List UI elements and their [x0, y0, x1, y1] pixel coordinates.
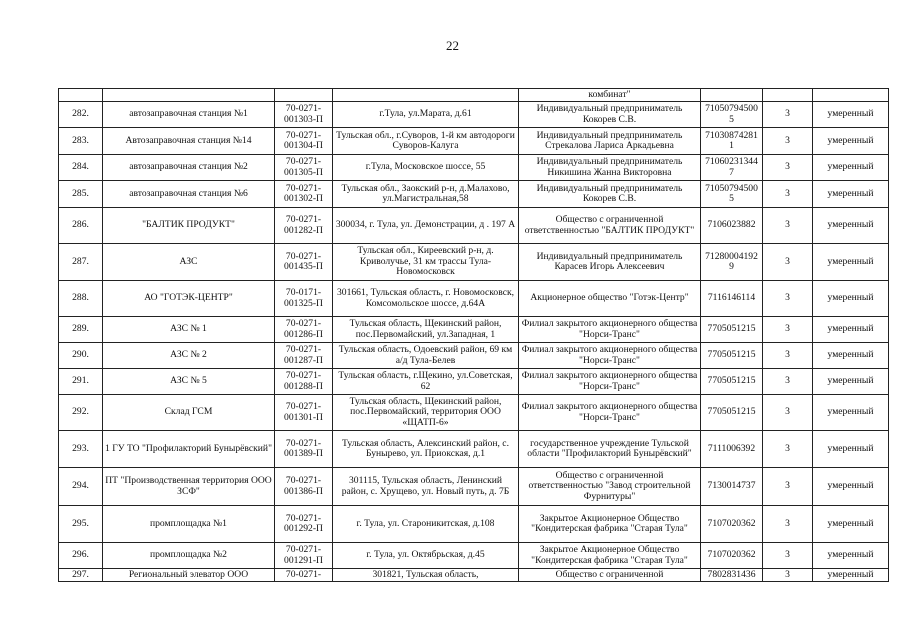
- table-row: [59, 317, 889, 343]
- cell-address: Тульская область, Одоевский район, 69 км а/д Тула-Белев: [333, 343, 519, 369]
- cell-owner: Общество с ограниченной ответственностью "БАЛТИК ПРОДУКТ": [519, 208, 701, 244]
- cell-risk: умеренный: [813, 569, 889, 582]
- page-number: 22: [446, 38, 459, 53]
- cell-object-name: АЗС: [103, 244, 275, 281]
- cell-address: Тульская обл., Киреевский р-н, д. Криволучье, 31 км трассы Тула-Новомосковск: [333, 244, 519, 281]
- cell-address: 300034, г. Тула, ул. Демонстрации, д . 197 А: [333, 208, 519, 244]
- cell-object-code: 70-0171-001325-П: [275, 281, 333, 317]
- cell-address: Тульская область, Щекинский район, пос.Первомайский, территория ООО «ЩАТП-6»: [333, 395, 519, 431]
- cell-category: 3: [763, 208, 813, 244]
- cell-owner: Закрытое Акционерное Общество "Кондитерская фабрика "Старая Тула": [519, 506, 701, 543]
- cell-inn: 710507945005: [701, 102, 763, 128]
- table-row: [59, 543, 889, 569]
- cell-object-name: АЗС № 5: [103, 369, 275, 395]
- cell-risk: умеренный: [813, 317, 889, 343]
- cell-category: 3: [763, 431, 813, 468]
- cell-object-name: ПТ "Производственная территория ООО ЗСФ": [103, 468, 275, 506]
- cell-risk: умеренный: [813, 369, 889, 395]
- cell-owner: Индивидуальный предприниматель Стрекалова Лариса Аркадьевна: [519, 128, 701, 155]
- cell-category: 3: [763, 181, 813, 208]
- cell-address: 301661, Тульская область, г. Новомосковск, Комсомольское шоссе, д.64А: [333, 281, 519, 317]
- cell-owner: Индивидуальный предприниматель Никишина Жанна Викторовна: [519, 155, 701, 181]
- table-body: [59, 89, 889, 582]
- cell-category: 3: [763, 543, 813, 569]
- registry-table: [58, 88, 889, 582]
- cell-number: 294.: [59, 468, 103, 506]
- table-row: [59, 128, 889, 155]
- cell-owner: Индивидуальный предприниматель Карасев Игорь Алексеевич: [519, 244, 701, 281]
- cell-number: 293.: [59, 431, 103, 468]
- cell-number: 296.: [59, 543, 103, 569]
- table-row: [59, 343, 889, 369]
- cell-risk: умеренный: [813, 102, 889, 128]
- cell-category: 3: [763, 506, 813, 543]
- cell-object-name: "БАЛТИК ПРОДУКТ": [103, 208, 275, 244]
- cell-address: г.Тула, Московское шоссе, 55: [333, 155, 519, 181]
- cell-object-code: 70-0271-001389-П: [275, 431, 333, 468]
- cell-inn: 7107020362: [701, 543, 763, 569]
- cell-inn: 7106023882: [701, 208, 763, 244]
- cell-risk: умеренный: [813, 208, 889, 244]
- table-row: [59, 155, 889, 181]
- cell-inn: 7705051215: [701, 395, 763, 431]
- cell-category: 3: [763, 102, 813, 128]
- cell-number: 284.: [59, 155, 103, 181]
- cell-object-code: 70-0271-001303-П: [275, 102, 333, 128]
- cell-owner: Индивидуальный предприниматель Кокорев С.В.: [519, 181, 701, 208]
- cell-object-code: 70-0271-001301-П: [275, 395, 333, 431]
- cell-address: [333, 89, 519, 102]
- cell-category: 3: [763, 569, 813, 582]
- table-row: [59, 569, 889, 582]
- cell-object-name: [103, 89, 275, 102]
- cell-object-name: автозаправочная станция №2: [103, 155, 275, 181]
- cell-address: Тульская обл., г.Суворов, 1-й км автодороги Суворов-Калуга: [333, 128, 519, 155]
- cell-object-name: Региональный элеватор ООО: [103, 569, 275, 582]
- cell-number: 282.: [59, 102, 103, 128]
- table-row: [59, 431, 889, 468]
- cell-risk: умеренный: [813, 543, 889, 569]
- cell-inn: 7705051215: [701, 369, 763, 395]
- cell-inn: 7116146114: [701, 281, 763, 317]
- cell-object-code: 70-0271-: [275, 569, 333, 582]
- cell-owner: комбинат": [519, 89, 701, 102]
- table-row: [59, 468, 889, 506]
- cell-object-code: 70-0271-001287-П: [275, 343, 333, 369]
- cell-inn: 7705051215: [701, 343, 763, 369]
- cell-number: 292.: [59, 395, 103, 431]
- cell-risk: умеренный: [813, 181, 889, 208]
- cell-owner: Филиал закрытого акционерного общества "Норси-Транс": [519, 395, 701, 431]
- table-row: [59, 208, 889, 244]
- cell-category: 3: [763, 128, 813, 155]
- table-row-continuation: [59, 89, 889, 102]
- cell-object-name: АЗС № 1: [103, 317, 275, 343]
- cell-inn: 7802831436: [701, 569, 763, 582]
- cell-number: 295.: [59, 506, 103, 543]
- cell-number: 287.: [59, 244, 103, 281]
- cell-address: г. Тула, ул. Октябрьская, д.45: [333, 543, 519, 569]
- cell-number: 291.: [59, 369, 103, 395]
- cell-object-code: 70-0271-001286-П: [275, 317, 333, 343]
- cell-object-code: 70-0271-001291-П: [275, 543, 333, 569]
- cell-category: 3: [763, 281, 813, 317]
- cell-object-name: промплощадка №1: [103, 506, 275, 543]
- cell-object-code: [275, 89, 333, 102]
- table-row: [59, 281, 889, 317]
- cell-owner: Закрытое Акционерное Общество "Кондитерская фабрика "Старая Тула": [519, 543, 701, 569]
- cell-category: 3: [763, 468, 813, 506]
- cell-owner: Индивидуальный предприниматель Кокорев С.В.: [519, 102, 701, 128]
- cell-number: 285.: [59, 181, 103, 208]
- cell-object-name: АО "ГОТЭК-ЦЕНТР": [103, 281, 275, 317]
- cell-owner: Филиал закрытого акционерного общества "Норси-Транс": [519, 369, 701, 395]
- cell-inn: 712800041929: [701, 244, 763, 281]
- cell-number: 286.: [59, 208, 103, 244]
- cell-inn: 710602313447: [701, 155, 763, 181]
- cell-category: [763, 89, 813, 102]
- cell-number: 289.: [59, 317, 103, 343]
- cell-category: 3: [763, 244, 813, 281]
- table-row: [59, 369, 889, 395]
- cell-object-name: автозаправочная станция №6: [103, 181, 275, 208]
- cell-address: Тульская область, Алексинский район, с. Бунырево, ул. Приокская, д.1: [333, 431, 519, 468]
- table-row: [59, 181, 889, 208]
- cell-address: 301115, Тульская область, Ленинский район, с. Хрущево, ул. Новый путь, д. 7Б: [333, 468, 519, 506]
- cell-risk: умеренный: [813, 431, 889, 468]
- cell-category: 3: [763, 155, 813, 181]
- cell-address: Тульская область, г.Щекино, ул.Советская, 62: [333, 369, 519, 395]
- cell-category: 3: [763, 343, 813, 369]
- cell-owner: Филиал закрытого акционерного общества "Норси-Транс": [519, 317, 701, 343]
- cell-risk: умеренный: [813, 395, 889, 431]
- cell-category: 3: [763, 317, 813, 343]
- cell-number: 283.: [59, 128, 103, 155]
- cell-object-code: 70-0271-001282-П: [275, 208, 333, 244]
- cell-owner: Общество с ограниченной ответственностью "Завод строительной Фурнитуры": [519, 468, 701, 506]
- cell-category: 3: [763, 369, 813, 395]
- cell-risk: умеренный: [813, 506, 889, 543]
- cell-number: 290.: [59, 343, 103, 369]
- cell-object-code: 70-0271-001304-П: [275, 128, 333, 155]
- cell-inn: 7107020362: [701, 506, 763, 543]
- cell-address: г. Тула, ул. Староникитская, д.108: [333, 506, 519, 543]
- cell-inn: [701, 89, 763, 102]
- cell-inn: 7705051215: [701, 317, 763, 343]
- cell-risk: умеренный: [813, 343, 889, 369]
- table-row: [59, 506, 889, 543]
- cell-address: 301821, Тульская область,: [333, 569, 519, 582]
- cell-object-name: промплощадка №2: [103, 543, 275, 569]
- cell-object-name: автозаправочная станция №1: [103, 102, 275, 128]
- cell-owner: Филиал закрытого акционерного общества "Норси-Транс": [519, 343, 701, 369]
- cell-object-name: Склад ГСМ: [103, 395, 275, 431]
- cell-object-name: 1 ГУ ТО "Профилакторий Бунырёвский": [103, 431, 275, 468]
- cell-risk: умеренный: [813, 281, 889, 317]
- cell-inn: 710507945005: [701, 181, 763, 208]
- cell-owner: Акционерное общество "Готэк-Центр": [519, 281, 701, 317]
- cell-category: 3: [763, 395, 813, 431]
- cell-inn: 7111006392: [701, 431, 763, 468]
- cell-owner: Общество с ограниченной: [519, 569, 701, 582]
- table-row: [59, 244, 889, 281]
- cell-object-name: Автозаправочная станция №14: [103, 128, 275, 155]
- cell-risk: умеренный: [813, 244, 889, 281]
- cell-risk: умеренный: [813, 468, 889, 506]
- cell-object-code: 70-0271-001305-П: [275, 155, 333, 181]
- cell-object-code: 70-0271-001435-П: [275, 244, 333, 281]
- cell-risk: [813, 89, 889, 102]
- cell-address: г.Тула, ул.Марата, д.61: [333, 102, 519, 128]
- cell-risk: умеренный: [813, 128, 889, 155]
- cell-risk: умеренный: [813, 155, 889, 181]
- cell-number: [59, 89, 103, 102]
- cell-owner: государственное учреждение Тульской области "Профилакторий Бунырёвский": [519, 431, 701, 468]
- cell-object-code: 70-0271-001386-П: [275, 468, 333, 506]
- cell-number: 288.: [59, 281, 103, 317]
- cell-address: Тульская область, Щекинский район, пос.Первомайский, ул.Западная, 1: [333, 317, 519, 343]
- table-row: [59, 102, 889, 128]
- table-row: [59, 395, 889, 431]
- cell-inn: 7130014737: [701, 468, 763, 506]
- cell-object-code: 70-0271-001302-П: [275, 181, 333, 208]
- cell-object-code: 70-0271-001292-П: [275, 506, 333, 543]
- cell-number: 297.: [59, 569, 103, 582]
- cell-object-code: 70-0271-001288-П: [275, 369, 333, 395]
- cell-inn: 710308742811: [701, 128, 763, 155]
- cell-object-name: АЗС № 2: [103, 343, 275, 369]
- cell-address: Тульская обл., Заокский р-н, д.Малахово, ул.Магистральная,58: [333, 181, 519, 208]
